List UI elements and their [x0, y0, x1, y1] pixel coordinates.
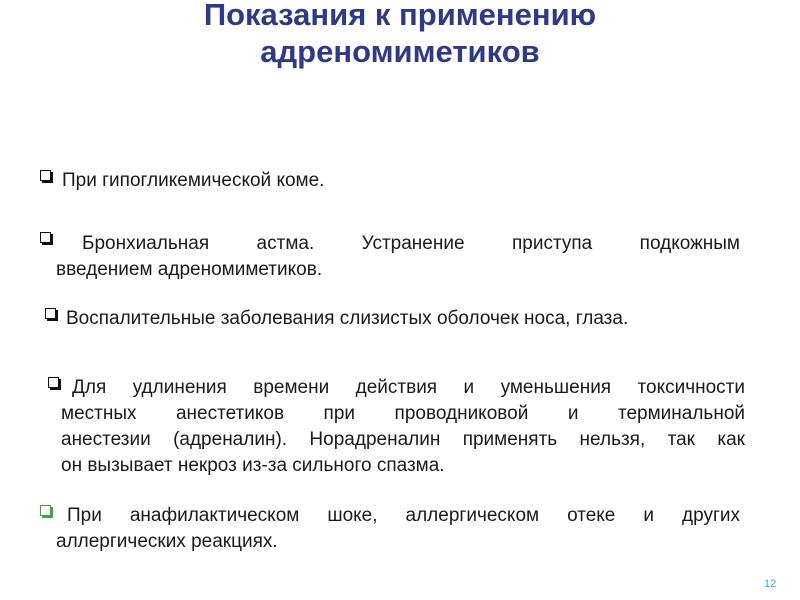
- slide-title: [0, 0, 800, 70]
- checkbox-bullet-icon: [40, 232, 51, 243]
- bullet-text-line: анестезии (адреналин). Норадреналин применять нельзя, так как: [61, 429, 745, 450]
- bullet-text: При гипогликемической коме.: [62, 170, 325, 191]
- checkbox-bullet-icon: [45, 308, 56, 319]
- bullet-text: Воспалительные заболевания слизистых оболочек носа, глаза.: [66, 308, 629, 329]
- slide-title-line-1: Показания к применению: [203, 0, 597, 32]
- bullet-text-line: аллергических реакциях.: [56, 531, 278, 552]
- slide-title-line-2: адреномиметиков: [260, 34, 540, 69]
- bullet-item-5: [56, 503, 740, 555]
- bullet-text-line: он вызывает некроз из-за сильного спазма.: [61, 455, 445, 476]
- page-number: [764, 578, 776, 590]
- bullet-text-line: местных анестетиков при проводниковой и терминальной: [61, 403, 745, 424]
- checkbox-bullet-icon: [40, 170, 51, 181]
- bullet-item-2: [56, 231, 740, 283]
- bullet-text-line: Бронхиальная астма. Устранение приступа подкожным: [82, 233, 740, 254]
- bullet-item-1: [62, 168, 742, 194]
- checkbox-bullet-icon: [40, 505, 51, 516]
- bullet-item-4: [61, 375, 745, 479]
- page-number-text: 12: [764, 578, 777, 590]
- bullet-text-line: Для удлинения времени действия и уменьшения токсичности: [72, 377, 745, 398]
- bullet-item-3: [66, 306, 756, 332]
- bullet-text-line: введением адреномиметиков.: [56, 259, 323, 280]
- checkbox-bullet-icon: [48, 377, 59, 388]
- bullet-text-line: При анафилактическом шоке, аллергическом отеке и других: [67, 505, 740, 526]
